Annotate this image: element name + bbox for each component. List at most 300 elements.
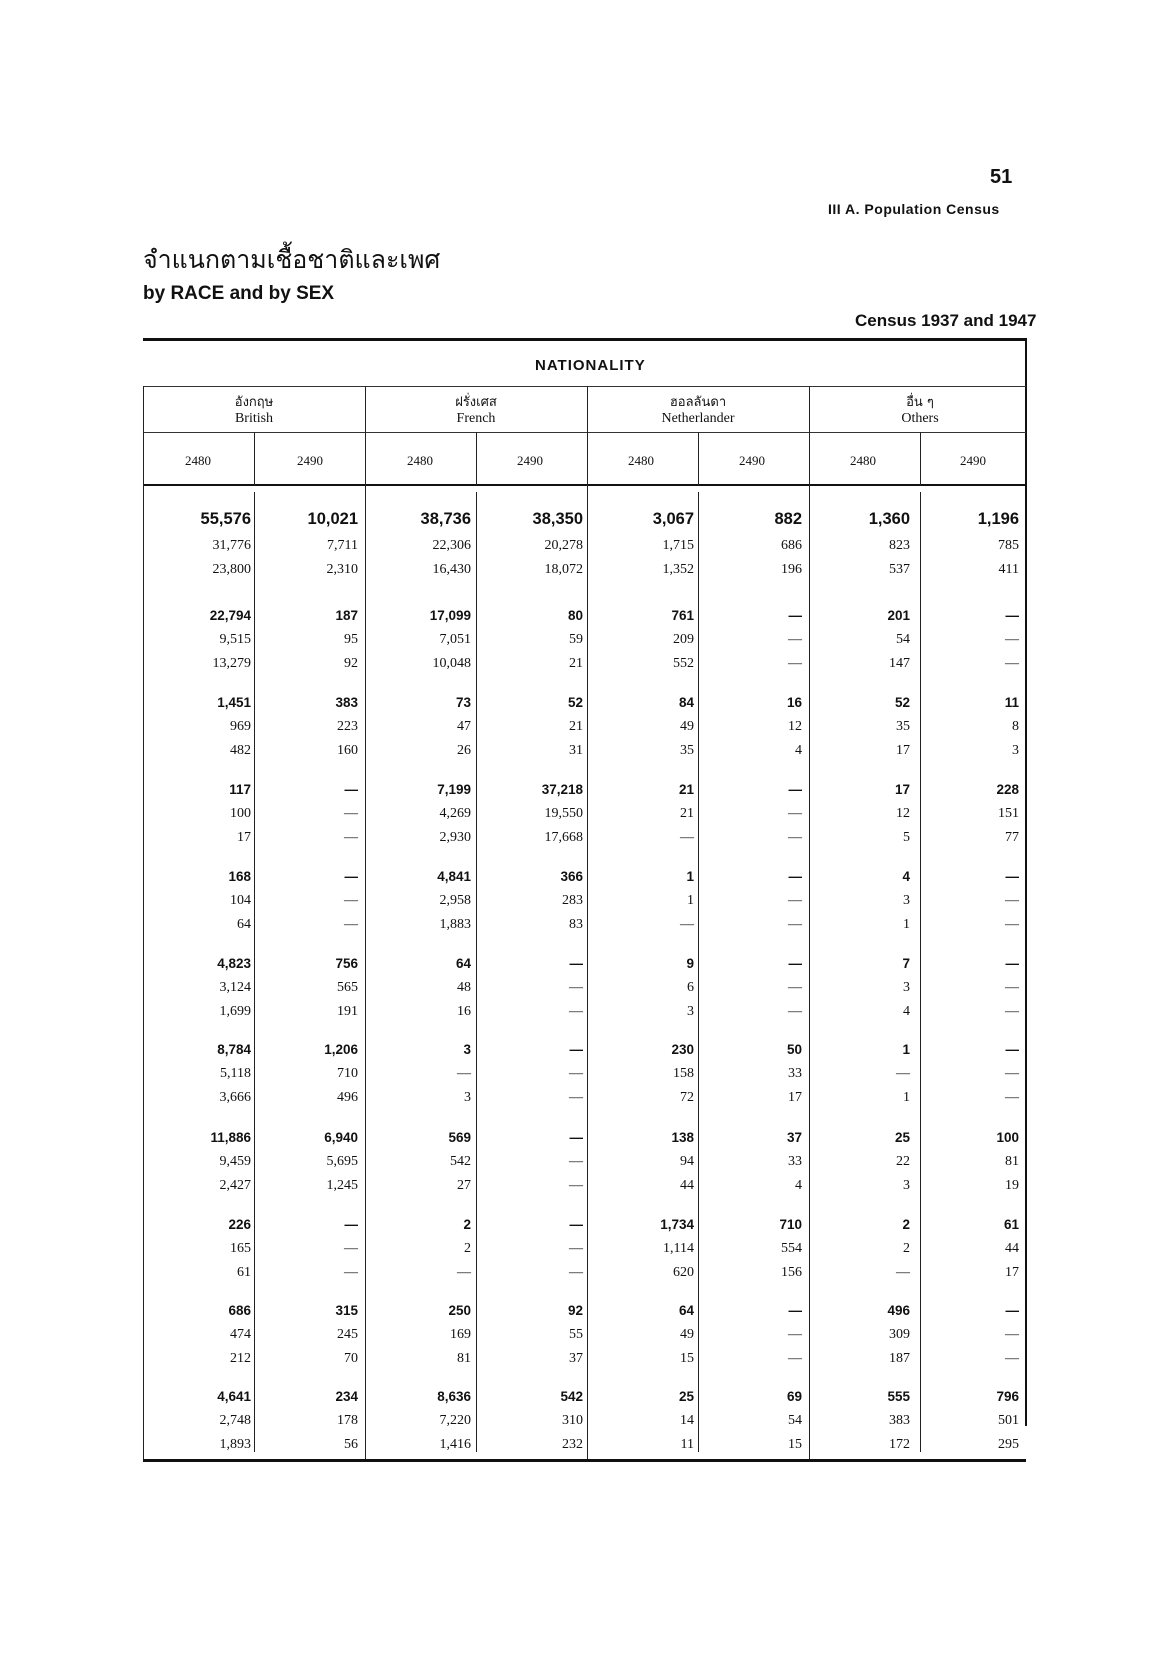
table-cell: 9,459 xyxy=(219,1154,251,1169)
year-header: 2480 xyxy=(185,453,211,468)
table-cell: 686 xyxy=(781,538,802,553)
table-cell: 77 xyxy=(1005,830,1019,845)
table-cell: 18,072 xyxy=(544,562,583,577)
table-cell: 230 xyxy=(671,1042,694,1057)
table-cell: 1,715 xyxy=(662,538,694,553)
table-cell: 17,099 xyxy=(429,608,471,623)
table-cell: 6 xyxy=(687,980,694,995)
table-cell: — xyxy=(1005,1004,1019,1019)
group-header xyxy=(365,395,587,427)
table-cell: 1,114 xyxy=(663,1241,694,1256)
table-cell: 710 xyxy=(779,1217,802,1232)
table-cell: 1,352 xyxy=(662,562,694,577)
group-divider xyxy=(143,432,1026,433)
table-cell: 4,823 xyxy=(217,956,251,971)
year-separator-line xyxy=(698,432,699,486)
table-cell: 156 xyxy=(781,1265,802,1280)
table-cell: — xyxy=(344,1217,358,1232)
table-cell: 158 xyxy=(673,1066,694,1081)
table-cell: 1,893 xyxy=(219,1437,251,1452)
table-cell: 81 xyxy=(457,1351,471,1366)
table-cell: 61 xyxy=(1003,1217,1019,1232)
table-cell: — xyxy=(569,980,583,995)
table-cell: 44 xyxy=(680,1178,694,1193)
table-cell: 4 xyxy=(795,743,802,758)
column-line xyxy=(254,492,255,1452)
table-cell: 882 xyxy=(774,510,802,528)
table-cell: 19 xyxy=(1005,1178,1019,1193)
table-cell: — xyxy=(1005,1042,1019,1057)
table-cell: 70 xyxy=(344,1351,358,1366)
table-cell: — xyxy=(344,1241,358,1256)
table-cell: 1,699 xyxy=(219,1004,251,1019)
table-cell: — xyxy=(788,893,802,908)
group-label-thai: ฮอลลันดา xyxy=(669,395,727,410)
table-cell: 21 xyxy=(569,656,583,671)
table-cell: — xyxy=(788,980,802,995)
table-cell: 17 xyxy=(894,782,910,797)
table-cell: 309 xyxy=(889,1327,910,1342)
table-cell: 64 xyxy=(237,917,251,932)
table-cell: 2 xyxy=(463,1217,471,1232)
table-cell: 201 xyxy=(887,608,910,623)
table-cell: — xyxy=(344,869,358,884)
table-cell: 496 xyxy=(887,1303,910,1318)
table-cell: 411 xyxy=(998,562,1019,577)
table-cell: 756 xyxy=(335,956,358,971)
table-cell: 10,021 xyxy=(307,510,358,528)
table-cell: 1 xyxy=(686,869,694,884)
table-cell: 710 xyxy=(337,1066,358,1081)
table-cell: — xyxy=(569,1265,583,1280)
table-cell: 823 xyxy=(889,538,910,553)
table-cell: — xyxy=(680,917,694,932)
table-cell: — xyxy=(788,956,802,971)
table-cell: 212 xyxy=(230,1351,251,1366)
table-cell: 542 xyxy=(450,1154,471,1169)
group-label-thai: อื่น ๆ xyxy=(906,395,934,410)
nationality-header: NATIONALITY xyxy=(535,357,646,374)
table-cell: 31,776 xyxy=(212,538,251,553)
table-cell: 2,958 xyxy=(439,893,471,908)
table-cell: 169 xyxy=(450,1327,471,1342)
table-cell: 37 xyxy=(569,1351,583,1366)
table-cell: 2,930 xyxy=(439,830,471,845)
table-cell: 92 xyxy=(344,656,358,671)
table-cell: 1,883 xyxy=(439,917,471,932)
table-cell: 8,784 xyxy=(217,1042,251,1057)
table-cell: — xyxy=(896,1066,910,1081)
table-cell: 310 xyxy=(562,1413,583,1428)
table-cell: 3 xyxy=(463,1042,471,1057)
table-cell: 3,124 xyxy=(219,980,251,995)
group-separator-line xyxy=(365,386,366,1459)
table-cell: 1 xyxy=(903,917,910,932)
table-cell: 95 xyxy=(344,632,358,647)
table-cell: 1,734 xyxy=(660,1217,694,1232)
table-cell: 686 xyxy=(228,1303,251,1318)
section-title: III A. Population Census xyxy=(828,201,1000,217)
group-label-thai: อังกฤษ xyxy=(234,395,274,410)
table-cell: 138 xyxy=(671,1130,694,1145)
group-label-english: Netherlander xyxy=(661,411,735,426)
table-cell: 17 xyxy=(788,1090,802,1105)
table-cell: 54 xyxy=(896,632,910,647)
table-cell: 1 xyxy=(903,1090,910,1105)
table-cell: — xyxy=(344,782,358,797)
table-cell: 554 xyxy=(781,1241,802,1256)
table-cell: — xyxy=(569,1004,583,1019)
table-cell: 26 xyxy=(457,743,471,758)
table-cell: 17 xyxy=(1005,1265,1019,1280)
table-cell: — xyxy=(1005,1327,1019,1342)
table-cell: 35 xyxy=(680,743,694,758)
table-cell: — xyxy=(1005,869,1019,884)
table-cell: 234 xyxy=(335,1389,358,1404)
table-cell: 2,427 xyxy=(219,1178,251,1193)
table-cell: 55 xyxy=(569,1327,583,1342)
table-cell: 191 xyxy=(337,1004,358,1019)
table-cell: 283 xyxy=(562,893,583,908)
table-cell: 7,220 xyxy=(439,1413,471,1428)
table-cell: 1,196 xyxy=(977,510,1019,528)
table-cell: 2 xyxy=(903,1241,910,1256)
table-cell: 21 xyxy=(680,806,694,821)
table-cell: — xyxy=(788,917,802,932)
table-cell: 4,269 xyxy=(439,806,471,821)
table-cell: — xyxy=(788,1303,802,1318)
table-cell: — xyxy=(569,1042,583,1057)
table-cell: — xyxy=(788,632,802,647)
table-cell: 2 xyxy=(902,1217,910,1232)
table-cell: — xyxy=(788,656,802,671)
table-cell: 796 xyxy=(996,1389,1019,1404)
table-cell: 31 xyxy=(569,743,583,758)
table-cell: 383 xyxy=(335,695,358,710)
table-cell: 209 xyxy=(673,632,694,647)
table-cell: — xyxy=(457,1066,471,1081)
table-cell: 56 xyxy=(344,1437,358,1452)
table-cell: 64 xyxy=(455,956,471,971)
table-cell: 151 xyxy=(998,806,1019,821)
table-cell: 7,051 xyxy=(439,632,471,647)
year-header: 2490 xyxy=(517,453,543,468)
table-cell: 35 xyxy=(896,719,910,734)
table-cell: 100 xyxy=(996,1130,1019,1145)
table-cell: 501 xyxy=(998,1413,1019,1428)
table-cell: 22 xyxy=(896,1154,910,1169)
table-cell: 5 xyxy=(903,830,910,845)
table-cell: 1,245 xyxy=(326,1178,358,1193)
table-cell: 496 xyxy=(337,1090,358,1105)
table-cell: 2 xyxy=(464,1241,471,1256)
year-header: 2490 xyxy=(739,453,765,468)
table-cell: — xyxy=(788,830,802,845)
table-cell: 16,430 xyxy=(432,562,471,577)
table-cell: 49 xyxy=(680,1327,694,1342)
header-bottom-rule xyxy=(143,484,1026,486)
table-cell: 3 xyxy=(464,1090,471,1105)
table-cell: 50 xyxy=(786,1042,802,1057)
table-cell: 1 xyxy=(687,893,694,908)
table-cell: 3 xyxy=(903,980,910,995)
table-cell: 59 xyxy=(569,632,583,647)
table-cell: — xyxy=(1005,608,1019,623)
table-cell: 569 xyxy=(448,1130,471,1145)
table-cell: — xyxy=(680,830,694,845)
table-cell: 4,841 xyxy=(437,869,471,884)
group-header xyxy=(143,395,365,427)
table-cell: 8 xyxy=(1012,719,1019,734)
table-cell: 7,711 xyxy=(327,538,358,553)
table-cell: 33 xyxy=(788,1154,802,1169)
table-cell: — xyxy=(569,1066,583,1081)
table-cell: 64 xyxy=(678,1303,694,1318)
table-cell: 969 xyxy=(230,719,251,734)
table-cell: 3 xyxy=(687,1004,694,1019)
census-years: Census 1937 and 1947 xyxy=(855,311,1037,330)
table-cell: 537 xyxy=(889,562,910,577)
table-cell: 228 xyxy=(996,782,1019,797)
table-cell: — xyxy=(344,1265,358,1280)
table-cell: — xyxy=(569,1217,583,1232)
table-cell: 6,940 xyxy=(324,1130,358,1145)
table-cell: 12 xyxy=(788,719,802,734)
table-cell: 168 xyxy=(228,869,251,884)
table-cell: 84 xyxy=(678,695,694,710)
table-cell: 20,278 xyxy=(544,538,583,553)
table-cell: 5,695 xyxy=(326,1154,358,1169)
table-cell: 295 xyxy=(998,1437,1019,1452)
table-cell: 117 xyxy=(229,782,251,797)
year-header: 2480 xyxy=(850,453,876,468)
table-cell: 383 xyxy=(889,1413,910,1428)
table-cell: 565 xyxy=(337,980,358,995)
table-top-rule xyxy=(143,338,1026,341)
table-cell: 761 xyxy=(671,608,694,623)
group-label-thai: ฝรั่งเศส xyxy=(455,395,497,410)
table-cell: — xyxy=(344,830,358,845)
page-number: 51 xyxy=(990,166,1013,188)
table-cell: 33 xyxy=(788,1066,802,1081)
table-cell: 19,550 xyxy=(544,806,583,821)
table-cell: — xyxy=(1005,1066,1019,1081)
table-cell: — xyxy=(1005,893,1019,908)
table-cell: 226 xyxy=(228,1217,251,1232)
table-cell: 620 xyxy=(673,1265,694,1280)
table-cell: 4,641 xyxy=(217,1389,251,1404)
year-header: 2490 xyxy=(297,453,323,468)
table-cell: 4 xyxy=(902,869,910,884)
table-cell: 16 xyxy=(786,695,802,710)
table-cell: — xyxy=(569,1130,583,1145)
table-cell: 61 xyxy=(237,1265,251,1280)
table-cell: 3,666 xyxy=(219,1090,251,1105)
table-cell: 366 xyxy=(560,869,583,884)
table-cell: 4 xyxy=(903,1004,910,1019)
year-separator-line xyxy=(254,432,255,486)
table-cell: 49 xyxy=(680,719,694,734)
table-cell: 196 xyxy=(781,562,802,577)
table-cell: 23,800 xyxy=(212,562,251,577)
table-cell: 80 xyxy=(567,608,583,623)
table-cell: 38,736 xyxy=(420,510,471,528)
table-cell: 73 xyxy=(455,695,471,710)
table-cell: 25 xyxy=(894,1130,910,1145)
table-cell: 21 xyxy=(678,782,694,797)
table-cell: — xyxy=(1005,1090,1019,1105)
group-separator-line xyxy=(587,386,588,1459)
group-header xyxy=(809,395,1031,427)
table-cell: 12 xyxy=(896,806,910,821)
table-cell: — xyxy=(788,782,802,797)
table-cell: 44 xyxy=(1005,1241,1019,1256)
table-cell: 22,306 xyxy=(432,538,471,553)
table-cell: 81 xyxy=(1005,1154,1019,1169)
table-cell: 52 xyxy=(894,695,910,710)
table-bottom-rule xyxy=(143,1459,1026,1462)
table-cell: 92 xyxy=(567,1303,583,1318)
table-cell: 72 xyxy=(680,1090,694,1105)
table-cell: — xyxy=(788,869,802,884)
table-cell: 555 xyxy=(887,1389,910,1404)
table-cell: 17,668 xyxy=(544,830,583,845)
table-cell: 83 xyxy=(569,917,583,932)
table-cell: — xyxy=(569,1241,583,1256)
table-cell: 27 xyxy=(457,1178,471,1193)
table-cell: 223 xyxy=(337,719,358,734)
table-cell: 94 xyxy=(680,1154,694,1169)
table-cell: 178 xyxy=(337,1413,358,1428)
table-cell: 160 xyxy=(337,743,358,758)
table-cell: 474 xyxy=(230,1327,251,1342)
table-cell: 21 xyxy=(569,719,583,734)
table-cell: 48 xyxy=(457,980,471,995)
year-separator-line xyxy=(920,432,921,486)
table-cell: 172 xyxy=(889,1437,910,1452)
table-cell: 5,118 xyxy=(220,1066,251,1081)
table-cell: 3,067 xyxy=(652,510,694,528)
table-cell: 38,350 xyxy=(532,510,583,528)
table-cell: — xyxy=(457,1265,471,1280)
table-cell: 13,279 xyxy=(212,656,251,671)
table-cell: — xyxy=(788,608,802,623)
table-cell: 11 xyxy=(680,1437,694,1452)
table-cell: 17 xyxy=(896,743,910,758)
year-header: 2480 xyxy=(407,453,433,468)
table-cell: 2,748 xyxy=(219,1413,251,1428)
table-cell: 104 xyxy=(230,893,251,908)
table-cell: 10,048 xyxy=(432,656,471,671)
table-cell: 47 xyxy=(457,719,471,734)
table-cell: — xyxy=(1005,1303,1019,1318)
table-cell: — xyxy=(1005,656,1019,671)
table-cell: 22,794 xyxy=(209,608,251,623)
table-cell: 25 xyxy=(678,1389,694,1404)
column-line xyxy=(920,492,921,1452)
table-cell: 4 xyxy=(795,1178,802,1193)
table-cell: 1,206 xyxy=(324,1042,358,1057)
table-cell: 232 xyxy=(562,1437,583,1452)
table-cell: 187 xyxy=(889,1351,910,1366)
table-cell: 1,451 xyxy=(217,695,251,710)
group-separator-line xyxy=(809,386,810,1459)
table-cell: 2,310 xyxy=(326,562,358,577)
table-cell: 482 xyxy=(230,743,251,758)
table-cell: — xyxy=(569,1090,583,1105)
table-cell: — xyxy=(1005,956,1019,971)
table-cell: 552 xyxy=(673,656,694,671)
table-cell: — xyxy=(569,956,583,971)
header-divider xyxy=(143,386,1026,387)
table-cell: — xyxy=(1005,632,1019,647)
table-cell: — xyxy=(344,917,358,932)
table-cell: 315 xyxy=(335,1303,358,1318)
year-header: 2490 xyxy=(960,453,986,468)
table-cell: 15 xyxy=(788,1437,802,1452)
table-cell: — xyxy=(1005,1351,1019,1366)
table-cell: 17 xyxy=(237,830,251,845)
table-cell: — xyxy=(788,806,802,821)
table-cell: 165 xyxy=(230,1241,251,1256)
table-cell: 9,515 xyxy=(219,632,251,647)
table-cell: 14 xyxy=(680,1413,694,1428)
table-cell: 11,886 xyxy=(210,1130,251,1145)
table-cell: 147 xyxy=(889,656,910,671)
table-cell: 8,636 xyxy=(437,1389,471,1404)
table-cell: 3 xyxy=(1012,743,1019,758)
table-cell: 37 xyxy=(786,1130,802,1145)
table-cell: 187 xyxy=(335,608,358,623)
table-cell: — xyxy=(896,1265,910,1280)
table-cell: 16 xyxy=(457,1004,471,1019)
table-cell: 1 xyxy=(902,1042,910,1057)
group-label-english: French xyxy=(456,411,496,426)
table-cell: 55,576 xyxy=(200,510,251,528)
year-separator-line xyxy=(476,432,477,486)
table-cell: 52 xyxy=(567,695,583,710)
table-cell: 37,218 xyxy=(541,782,583,797)
title-english: by RACE and by SEX xyxy=(143,283,335,304)
table-cell: 7 xyxy=(902,956,910,971)
table-cell: — xyxy=(1005,917,1019,932)
table-cell: — xyxy=(1005,980,1019,995)
table-right-border xyxy=(1025,338,1027,1426)
column-line xyxy=(698,492,699,1452)
title-thai: จำแนกตามเชื้อชาติและเพศ xyxy=(143,245,441,274)
group-label-english: British xyxy=(234,411,274,426)
table-cell: 250 xyxy=(448,1303,471,1318)
table-cell: — xyxy=(788,1351,802,1366)
table-cell: 69 xyxy=(786,1389,802,1404)
table-cell: — xyxy=(788,1327,802,1342)
year-header: 2480 xyxy=(628,453,654,468)
table-cell: 245 xyxy=(337,1327,358,1342)
table-left-border xyxy=(143,386,144,1459)
table-cell: 785 xyxy=(998,538,1019,553)
table-cell: 15 xyxy=(680,1351,694,1366)
group-header xyxy=(587,395,809,427)
table-cell: 9 xyxy=(686,956,694,971)
table-cell: — xyxy=(788,1004,802,1019)
table-cell: 3 xyxy=(903,893,910,908)
table-cell: — xyxy=(344,806,358,821)
table-cell: 3 xyxy=(903,1178,910,1193)
table-cell: 1,416 xyxy=(439,1437,471,1452)
table-cell: — xyxy=(344,893,358,908)
table-cell: — xyxy=(569,1178,583,1193)
table-cell: 1,360 xyxy=(868,510,910,528)
